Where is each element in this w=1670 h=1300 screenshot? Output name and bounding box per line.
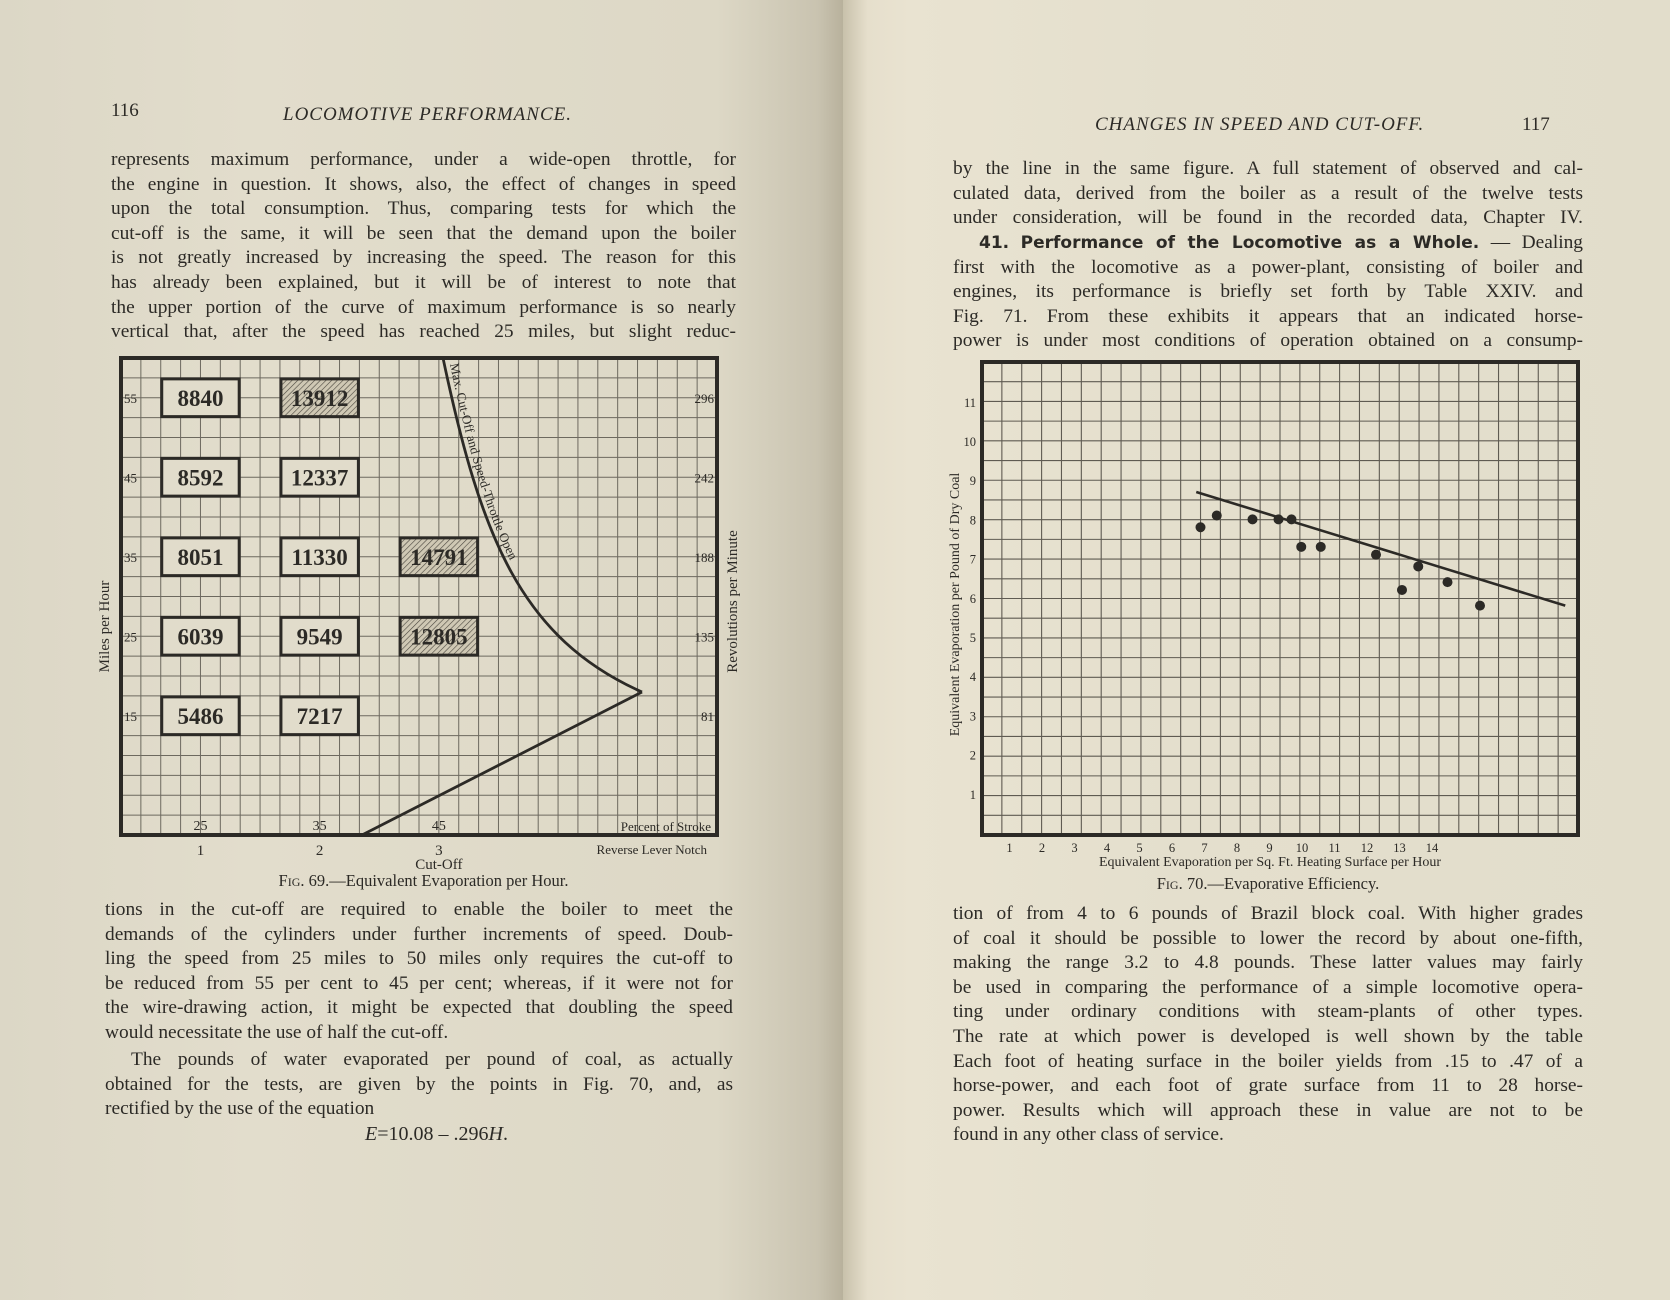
right-page bbox=[843, 0, 1670, 1300]
text-line: demands of the cylinders under further increments of speed. Doub- bbox=[105, 923, 733, 945]
data-point bbox=[1443, 577, 1453, 587]
limit-line bbox=[362, 692, 642, 835]
text-line: rectified by the use of the equation bbox=[105, 1098, 375, 1120]
x-tick-label: 8 bbox=[1233, 841, 1241, 855]
x-tick-label: 7 bbox=[1201, 841, 1208, 855]
text-line: is not greatly increased by increasing the speed. The reason for this bbox=[111, 247, 736, 269]
fit-line bbox=[1196, 492, 1565, 606]
text-line: be used in comparing the performance of a simple locomotive opera- bbox=[953, 976, 1583, 998]
x-tick-label: 3 bbox=[1071, 841, 1078, 855]
curve-label: Max. Cut-Off and Speed-Throttle Open bbox=[446, 361, 521, 562]
fig-label-70: Fig. bbox=[1156, 874, 1183, 893]
data-point bbox=[1475, 601, 1485, 611]
cell-value: 12337 bbox=[290, 465, 349, 491]
cell-value: 12805 bbox=[410, 624, 468, 650]
text-line: ling the speed from 25 miles to 50 miles only requires the cut-off to bbox=[105, 948, 733, 970]
speed-tick-label: 45 bbox=[124, 470, 137, 486]
text-line: found in any other class of service. bbox=[953, 1124, 1224, 1146]
text-line: the engine in question. It shows, also, the effect of changes in speed bbox=[111, 173, 736, 195]
data-point bbox=[1274, 514, 1284, 524]
rpm-tick-label: 135 bbox=[694, 629, 714, 645]
text-line: represents maximum performance, under a wide-open throttle, for bbox=[111, 149, 736, 170]
x-tick-label: 2 bbox=[1038, 841, 1046, 855]
y-axis-label: Miles per Hour bbox=[97, 580, 113, 673]
text-line: culated data, derived from the boiler as a result of the twelve tests bbox=[953, 182, 1583, 204]
cut-off-label: Cut-Off bbox=[415, 857, 463, 870]
y-tick-label: 7 bbox=[969, 552, 976, 567]
page-number-right: 117 bbox=[1522, 114, 1550, 135]
notch-tick-label: 2 bbox=[315, 843, 324, 859]
x-tick-label: 4 bbox=[1103, 841, 1111, 855]
data-point bbox=[1397, 585, 1407, 595]
left-para-3 bbox=[105, 1048, 733, 1122]
fig-label: Fig. bbox=[278, 871, 305, 890]
text-line: obtained for the tests, are given by the points in Fig. 70, and, as bbox=[105, 1073, 733, 1095]
text-line: horse-power, and each foot of grate surface from 11 to 28 horse- bbox=[953, 1075, 1583, 1097]
x-tick-label: 6 bbox=[1168, 841, 1176, 855]
speed-tick-label: 25 bbox=[124, 629, 137, 645]
section-heading-line bbox=[953, 231, 1583, 256]
text-line: making the range 3.2 to 4.8 pounds. These latter values may fairly bbox=[953, 952, 1583, 974]
notch-tick-label: 3 bbox=[435, 843, 443, 859]
text-line: Each foot of heating surface in the boiler yields from .15 to .47 of a bbox=[953, 1050, 1583, 1072]
text-line: the wire-drawing action, it might be expected that doubling the speed bbox=[105, 997, 733, 1019]
text-line: has already been explained, but it will be of interest to note that bbox=[111, 271, 736, 293]
cell-value: 9549 bbox=[296, 624, 343, 650]
data-point bbox=[1316, 542, 1326, 552]
y-tick-label: 5 bbox=[969, 631, 976, 645]
text-line: upon the total consumption. Thus, comparing tests for which the bbox=[111, 198, 736, 220]
text-line: The pounds of water evaporated per pound of coal, as actually bbox=[131, 1049, 733, 1070]
percent-tick-label: 35 bbox=[312, 819, 327, 834]
percent-tick-label: 45 bbox=[431, 819, 446, 834]
text-line: the upper portion of the curve of maximum performance is so nearly bbox=[111, 296, 736, 318]
y-tick-label: 2 bbox=[969, 748, 976, 763]
cell-value: 8840 bbox=[177, 385, 224, 411]
right-para-3 bbox=[953, 902, 1583, 1148]
text-line: tion of from 4 to 6 pounds of Brazil block coal. With higher grades bbox=[953, 903, 1583, 924]
right-para-2 bbox=[953, 231, 1583, 354]
figure-70-caption bbox=[953, 874, 1583, 894]
y-tick-label: 3 bbox=[969, 709, 976, 724]
x-axis-label: Equivalent Evaporation per Sq. Ft. Heating Surface per Hour bbox=[1098, 855, 1442, 870]
left-para-2 bbox=[105, 898, 733, 1046]
page-number-left: 116 bbox=[111, 100, 139, 121]
grid bbox=[121, 358, 717, 835]
fig-caption-text-70: 70.—Evaporative Efficiency. bbox=[1182, 874, 1380, 893]
text-line: vertical that, after the speed has reached 25 miles, but slight reduc- bbox=[111, 321, 736, 343]
data-point bbox=[1287, 514, 1297, 524]
fig-caption-text: 69.—Equivalent Evaporation per Hour. bbox=[304, 871, 569, 890]
running-head-title: LOCOMOTIVE PERFORMANCE. bbox=[283, 104, 572, 125]
cell-value: 14791 bbox=[410, 544, 468, 570]
text-line: of coal it should be possible to lower the record by about one-fifth, bbox=[953, 927, 1583, 949]
cell-value: 11330 bbox=[291, 544, 348, 570]
eq-mid: =10.08 – .296 bbox=[377, 1123, 489, 1145]
text-line: cut-off is the same, it will be seen that the demand upon the boiler bbox=[111, 222, 736, 244]
rpm-tick-label: 81 bbox=[701, 708, 714, 724]
y-axis-right-label: Revolutions per Minute bbox=[725, 530, 741, 673]
cell-value: 8592 bbox=[177, 465, 224, 491]
cell-value: 8051 bbox=[177, 544, 224, 570]
running-head-title-right: CHANGES IN SPEED AND CUT-OFF. bbox=[1095, 114, 1425, 135]
reverse-lever-notch-label: Reverse Lever Notch bbox=[596, 842, 707, 857]
data-point bbox=[1248, 514, 1258, 524]
equation bbox=[365, 1123, 508, 1146]
data-point bbox=[1413, 561, 1423, 571]
figure-70-chart bbox=[943, 350, 1623, 870]
cell-value: 13912 bbox=[290, 385, 349, 411]
y-tick-label: 4 bbox=[969, 670, 976, 685]
rpm-tick-label: 242 bbox=[694, 470, 714, 486]
x-tick-label: 12 bbox=[1360, 841, 1374, 855]
data-point bbox=[1371, 550, 1381, 560]
y-tick-label: 1 bbox=[969, 787, 976, 802]
percent-tick-label: 25 bbox=[193, 819, 208, 834]
x-tick-label: 5 bbox=[1136, 841, 1143, 855]
speed-tick-label: 55 bbox=[124, 390, 137, 406]
cell-value: 7217 bbox=[296, 703, 343, 729]
y-tick-label: 8 bbox=[969, 513, 976, 528]
y-tick-label: 11 bbox=[963, 395, 976, 410]
text-line: tions in the cut-off are required to enable the boiler to meet the bbox=[105, 899, 733, 920]
y-axis-label: Equivalent Evaporation per Pound of Dry Coal bbox=[948, 472, 963, 737]
x-tick-label: 14 bbox=[1425, 841, 1439, 855]
running-head-right bbox=[1095, 114, 1424, 136]
text-line: under consideration, will be found in the recorded data, Chapter IV. bbox=[953, 207, 1583, 229]
x-tick-label: 13 bbox=[1393, 841, 1406, 855]
section-number: 41. bbox=[979, 233, 1010, 253]
rpm-tick-label: 296 bbox=[694, 390, 714, 406]
text-line: be reduced from 55 per cent to 45 per cent; whereas, if it were not for bbox=[105, 972, 733, 994]
text-line: ting under ordinary conditions with steam-plants of other types. bbox=[953, 1001, 1583, 1023]
running-head-left bbox=[283, 104, 572, 126]
percent-of-stroke-label: Percent of Stroke bbox=[620, 819, 711, 834]
cell-value: 5486 bbox=[177, 703, 224, 729]
text-line: power. Results which will approach these in value are not to be bbox=[953, 1099, 1583, 1121]
grid bbox=[982, 362, 1578, 835]
speed-tick-label: 15 bbox=[124, 708, 137, 724]
speed-tick-label: 35 bbox=[124, 549, 137, 565]
right-para-1 bbox=[953, 157, 1583, 231]
figure-69-chart bbox=[90, 350, 770, 870]
data-point bbox=[1212, 510, 1222, 520]
eq-var: H bbox=[488, 1123, 503, 1145]
y-tick-label: 10 bbox=[963, 435, 976, 449]
y-tick-label: 9 bbox=[969, 474, 976, 489]
data-point bbox=[1196, 522, 1206, 532]
notch-tick-label: 1 bbox=[196, 843, 205, 859]
text-line: power is under most conditions of operation obtained on a consump- bbox=[953, 330, 1583, 352]
x-tick-label: 11 bbox=[1328, 841, 1341, 855]
data-point bbox=[1296, 542, 1306, 552]
text-line: would necessitate the use of half the cut-off. bbox=[105, 1021, 449, 1043]
section-lead: — Dealing bbox=[1479, 232, 1583, 253]
text-line: first with the locomotive as a power-plant, consisting of boiler and bbox=[953, 256, 1583, 278]
x-tick-label: 10 bbox=[1295, 841, 1309, 855]
eq-end: . bbox=[502, 1123, 508, 1145]
text-line: Fig. 71. From these exhibits it appears that an indicated horse- bbox=[953, 305, 1583, 327]
text-line: by the line in the same figure. A full statement of observed and cal- bbox=[953, 158, 1583, 179]
figure-69-caption bbox=[111, 871, 736, 891]
x-tick-label: 1 bbox=[1006, 841, 1013, 855]
rpm-tick-label: 188 bbox=[694, 549, 714, 565]
text-line: The rate at which power is developed is well shown by the table bbox=[953, 1025, 1583, 1047]
x-tick-label: 9 bbox=[1266, 841, 1273, 855]
cell-value: 6039 bbox=[177, 624, 224, 650]
left-para-1 bbox=[111, 148, 736, 345]
y-tick-label: 6 bbox=[969, 591, 976, 606]
eq-lhs: E bbox=[365, 1123, 378, 1145]
section-title: Performance of the Locomotive as a Whole. bbox=[1020, 233, 1480, 253]
text-line: engines, its performance is briefly set forth by Table XXIV. and bbox=[953, 281, 1583, 303]
